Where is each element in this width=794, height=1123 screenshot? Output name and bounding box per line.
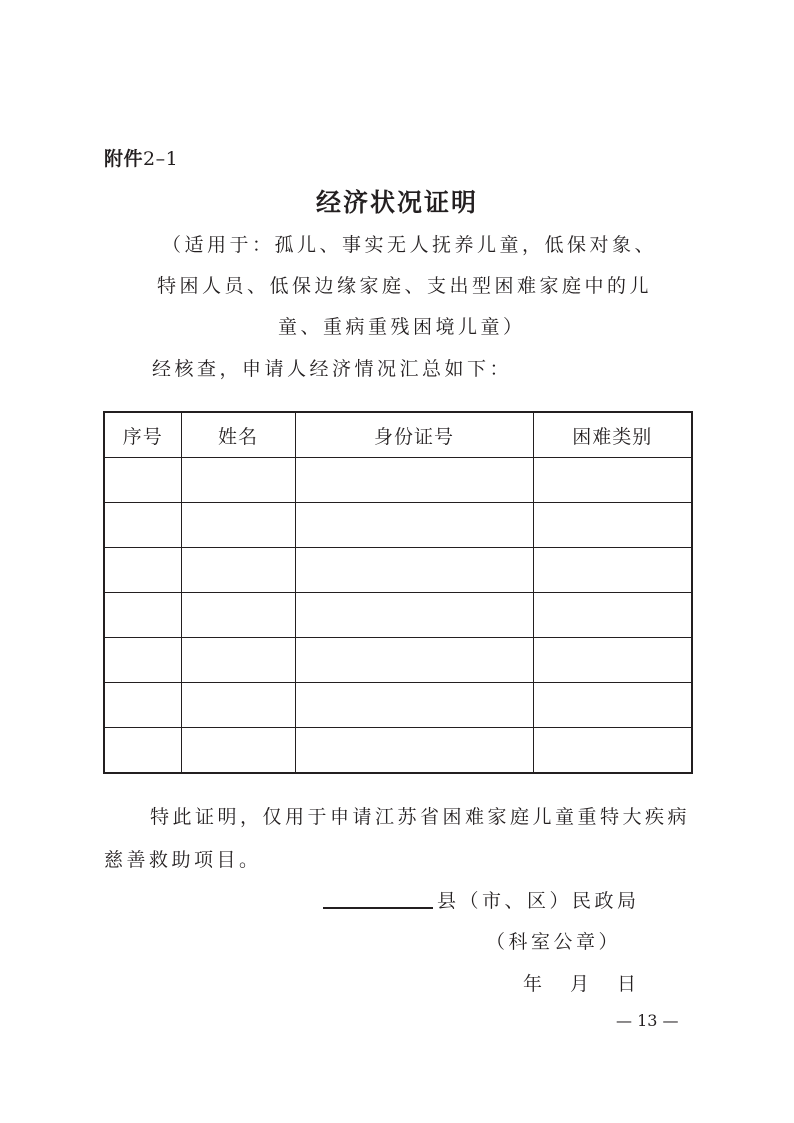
date-day: 日 [617, 973, 637, 995]
table-cell[interactable] [104, 683, 181, 728]
table-cell[interactable] [181, 638, 295, 683]
table-cell[interactable] [104, 458, 181, 503]
table-cell[interactable] [533, 728, 692, 774]
table-row [104, 593, 692, 638]
table-cell[interactable] [104, 593, 181, 638]
table-cell[interactable] [181, 548, 295, 593]
certification-line-2: 慈善救助项目。 [104, 849, 262, 871]
table-row [104, 458, 692, 503]
table-cell[interactable] [533, 683, 692, 728]
attachment-label [104, 144, 178, 171]
table-cell[interactable] [533, 593, 692, 638]
table-cell[interactable] [533, 458, 692, 503]
table-cell[interactable] [104, 728, 181, 774]
table-cell[interactable] [295, 548, 533, 593]
issuer-bureau: 县（市、区）民政局 [437, 890, 640, 912]
applicability-line-1: （适用于：孤儿、事实无人抚养儿童，低保对象、 [162, 234, 658, 256]
summary-table [103, 411, 693, 774]
intro-text: 经核查，申请人经济情况汇总如下： [152, 358, 513, 380]
table-cell[interactable] [295, 593, 533, 638]
table-cell[interactable] [295, 458, 533, 503]
table-row [104, 638, 692, 683]
attachment-number: 2–1 [143, 148, 179, 170]
table-row [104, 728, 692, 774]
table-row [104, 683, 692, 728]
applicability-line-2: 特困人员、低保边缘家庭、支出型困难家庭中的儿 [157, 275, 653, 297]
header-hardship-category: 困难类别 [533, 412, 692, 458]
date-year: 年 [523, 973, 543, 995]
table-cell[interactable] [181, 458, 295, 503]
date-month: 月 [570, 973, 590, 995]
table-cell[interactable] [295, 728, 533, 774]
table-cell[interactable] [295, 638, 533, 683]
table-header-row [104, 412, 692, 458]
table-cell[interactable] [104, 638, 181, 683]
table-cell[interactable] [181, 503, 295, 548]
header-id-number: 身份证号 [295, 412, 533, 458]
table-row [104, 503, 692, 548]
date-line [523, 969, 636, 996]
table-cell[interactable] [295, 683, 533, 728]
table-row [104, 548, 692, 593]
table-cell[interactable] [104, 503, 181, 548]
official-seal-note: （科室公章） [486, 931, 622, 953]
table-cell[interactable] [181, 728, 295, 774]
table-cell[interactable] [295, 503, 533, 548]
table-cell[interactable] [181, 593, 295, 638]
certification-line-1: 特此证明，仅用于申请江苏省困难家庭儿童重特大疾病 [150, 806, 691, 828]
document-title: 经济状况证明 [315, 188, 478, 217]
attachment-prefix: 附件 [104, 148, 144, 170]
table-cell[interactable] [533, 503, 692, 548]
header-name: 姓名 [181, 412, 295, 458]
county-name-blank[interactable] [323, 907, 433, 909]
table-cell[interactable] [181, 683, 295, 728]
header-serial-number: 序号 [104, 412, 181, 458]
page-number: — 13 — [616, 1011, 679, 1030]
table-body [104, 458, 692, 774]
table-cell[interactable] [533, 638, 692, 683]
table-cell[interactable] [104, 548, 181, 593]
table-cell[interactable] [533, 548, 692, 593]
applicability-line-3: 童、重病重残困境儿童） [278, 316, 526, 338]
